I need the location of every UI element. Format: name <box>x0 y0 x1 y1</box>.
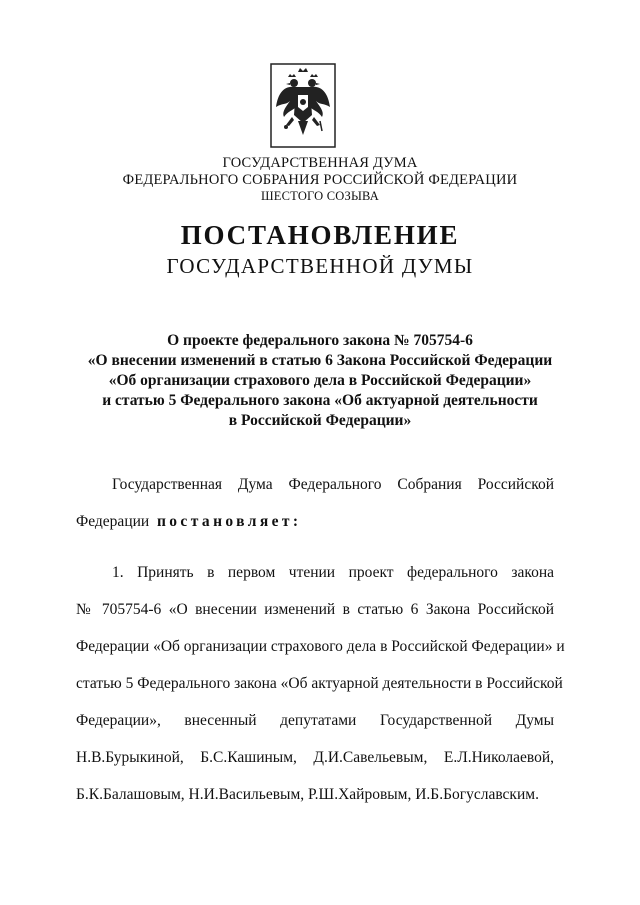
org-name-line1: ГОСУДАРСТВЕННАЯ ДУМА <box>222 155 418 171</box>
subject-line2: «О внесении изменений в статью 6 Закона Российской Федерации <box>87 352 553 369</box>
preamble-subject: Федерации <box>76 513 150 530</box>
item1-line2: № 705754-6 «О внесении изменений в статью 6 Закона Российской <box>76 601 554 618</box>
item1-line7: Б.К.Балашовым, Н.И.Васильевым, Р.Ш.Хайровым, И.Б.Богуславским. <box>76 786 539 803</box>
preamble-line1: Государственная Дума Федерального Собрания Российской <box>112 476 554 493</box>
preamble-line2 <box>76 512 554 532</box>
item1-line6: Н.В.Бурыкиной, Б.С.Кашиным, Д.И.Савельевым, Е.Л.Николаевой, <box>76 749 554 766</box>
convocation: ШЕСТОГО СОЗЫВА <box>260 189 380 203</box>
item1-line1: 1. Принять в первом чтении проект федерального закона <box>112 564 554 581</box>
subject-line3: «Об организации страхового дела в Российской Федерации» <box>108 372 532 389</box>
document-subtitle: ГОСУДАРСТВЕННОЙ ДУМЫ <box>166 254 474 278</box>
subject-line4: и статью 5 Федерального закона «Об актуарной деятельности <box>102 392 538 409</box>
item1-line4: статью 5 Федерального закона «Об актуарной деятельности в Российской <box>76 675 563 692</box>
subject-line1: О проекте федерального закона № 705754-6 <box>167 332 473 349</box>
document-title: ПОСТАНОВЛЕНИЕ <box>180 220 460 250</box>
state-emblem-icon <box>270 63 336 148</box>
item1-line3: Федерации «Об организации страхового дела в Российской Федерации» и <box>76 638 565 655</box>
preamble-verb: постановляет: <box>156 513 302 530</box>
item1-line5: Федерации», внесенный депутатами Государственной Думы <box>76 712 554 729</box>
org-name-line2: ФЕДЕРАЛЬНОГО СОБРАНИЯ РОССИЙСКОЙ ФЕДЕРАЦИИ <box>122 172 518 188</box>
subject-line5: в Российской Федерации» <box>228 412 412 429</box>
